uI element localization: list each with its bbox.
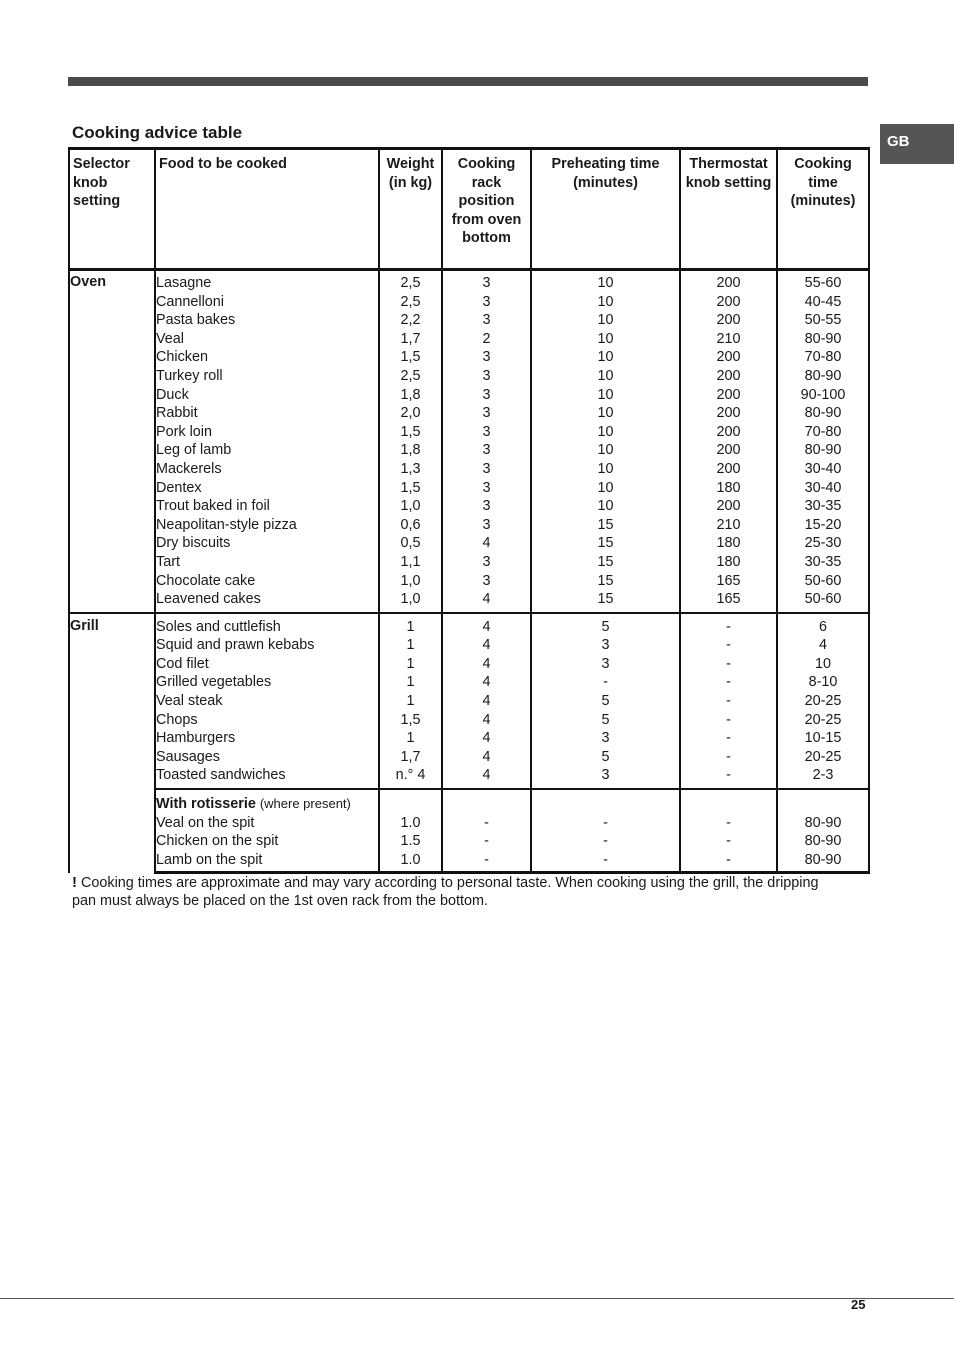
- thermo-value: -: [726, 748, 731, 765]
- rack-value: 3: [482, 479, 491, 496]
- weight-value: 1,5: [400, 423, 421, 440]
- time-value: 70-80: [804, 349, 842, 366]
- food-cell: [155, 613, 379, 789]
- thermo-value: 200: [716, 293, 741, 310]
- time-value: 30-35: [804, 553, 842, 570]
- preheat-value: 3: [601, 655, 610, 672]
- thermo-value: 200: [716, 405, 741, 422]
- thermo-value: -: [726, 767, 731, 784]
- selector-setting: Oven: [69, 270, 155, 613]
- thermo-value: -: [726, 833, 731, 850]
- food-value: Dentex: [156, 479, 202, 496]
- food-value: Veal on the spit: [156, 814, 255, 831]
- cooking-advice-table: [68, 147, 870, 874]
- rack-value: 4: [482, 693, 491, 710]
- rack-value: 3: [482, 460, 491, 477]
- thermo-value: -: [726, 618, 731, 635]
- rack-value: 3: [482, 516, 491, 533]
- header-food: Food to be cooked: [155, 149, 379, 270]
- time-value: 55-60: [804, 275, 842, 291]
- weight-value: 1: [406, 618, 415, 635]
- preheat-value: 15: [597, 535, 614, 552]
- weight-value: 0,6: [400, 516, 421, 533]
- weight-value: 1: [406, 674, 415, 691]
- weight-value: 1,5: [400, 711, 421, 728]
- header-row: [69, 149, 869, 270]
- preheat-value: 10: [597, 442, 614, 459]
- rack-value: 4: [482, 767, 491, 784]
- preheat-value: 10: [597, 367, 614, 384]
- rotisserie-note: (where present): [259, 796, 351, 812]
- thermo-value: 180: [716, 553, 741, 570]
- thermo-value: -: [726, 637, 731, 654]
- header-rack: Cooking rack position from oven bottom: [442, 149, 531, 270]
- weight-value: 1,5: [400, 479, 421, 496]
- time-value: 80-90: [804, 330, 842, 347]
- thermo-value: -: [726, 693, 731, 710]
- rack-value: -: [484, 814, 489, 831]
- weight-value: 1: [406, 655, 415, 672]
- preheat-cell: [531, 270, 680, 613]
- weight-value: 1,0: [400, 591, 421, 608]
- time-value: 8-10: [808, 674, 838, 691]
- food-value: Veal steak: [156, 693, 223, 710]
- food-cell: [155, 789, 379, 873]
- food-value: Lamb on the spit: [156, 851, 263, 868]
- rotisserie-heading: With rotisserie: [156, 796, 256, 813]
- weight-value: 1.0: [400, 814, 421, 831]
- rack-cell: [442, 789, 531, 873]
- header-thermostat: Thermostat knob setting: [680, 149, 777, 270]
- time-value: 30-35: [804, 498, 842, 515]
- preheat-value: 15: [597, 553, 614, 570]
- food-value: Veal: [156, 330, 185, 347]
- food-value: Sausages: [156, 748, 221, 765]
- food-value: Squid and prawn kebabs: [156, 637, 315, 654]
- time-value: 80-90: [804, 442, 842, 459]
- weight-value: 1,0: [400, 572, 421, 589]
- food-value: Cod filet: [156, 655, 209, 672]
- weight-value: 1,3: [400, 460, 421, 477]
- food-value: Turkey roll: [156, 367, 223, 384]
- preheat-value: 3: [601, 730, 610, 747]
- cooking-time-cell: [777, 789, 869, 873]
- weight-value: 1,0: [400, 498, 421, 515]
- thermo-value: 200: [716, 386, 741, 403]
- weight-value: 1.0: [400, 851, 421, 868]
- food-value: Leavened cakes: [156, 591, 261, 608]
- rack-value: -: [484, 833, 489, 850]
- time-value: 10-15: [804, 730, 842, 747]
- section-row-oven: [69, 270, 869, 613]
- time-value: 80-90: [804, 814, 842, 831]
- thermo-value: -: [726, 851, 731, 868]
- preheat-value: 5: [601, 618, 610, 635]
- rack-value: 3: [482, 275, 491, 291]
- food-value: Mackerels: [156, 460, 222, 477]
- thermostat-cell: [680, 789, 777, 873]
- footnote: [72, 874, 832, 910]
- preheat-value: 15: [597, 516, 614, 533]
- time-value: 15-20: [804, 516, 842, 533]
- preheat-value: -: [603, 833, 608, 850]
- thermostat-cell: [680, 270, 777, 613]
- rack-value: 4: [482, 637, 491, 654]
- thermo-value: 200: [716, 367, 741, 384]
- food-value: Dry biscuits: [156, 535, 231, 552]
- weight-value: 1: [406, 730, 415, 747]
- preheat-value: -: [603, 851, 608, 868]
- rack-value: 2: [482, 330, 491, 347]
- preheat-cell: [531, 789, 680, 873]
- weight-value: 2,5: [400, 293, 421, 310]
- footnote-text: Cooking times are approximate and may vary according to personal taste. When cooking using the grill, the dripping pan must always be placed on the 1st oven rack from the bottom.: [72, 875, 819, 909]
- thermo-value: 210: [716, 516, 741, 533]
- thermo-value: 200: [716, 442, 741, 459]
- warning-mark: !: [72, 874, 77, 891]
- header-selector: Selector knob setting: [69, 149, 155, 270]
- thermo-value: -: [726, 711, 731, 728]
- weight-value: 2,2: [400, 312, 421, 329]
- preheat-value: 10: [597, 293, 614, 310]
- weight-value: 1,8: [400, 386, 421, 403]
- preheat-value: 10: [597, 423, 614, 440]
- thermo-value: 210: [716, 330, 741, 347]
- time-value: 90-100: [800, 386, 846, 403]
- page-number: 25: [851, 1297, 866, 1312]
- preheat-value: 10: [597, 275, 614, 291]
- rotisserie-row: [69, 789, 869, 873]
- preheat-value: 10: [597, 479, 614, 496]
- time-value: 80-90: [804, 833, 842, 850]
- section-row-grill: [69, 613, 869, 789]
- time-value: 20-25: [804, 711, 842, 728]
- time-value: 20-25: [804, 693, 842, 710]
- thermo-value: 200: [716, 275, 741, 291]
- rack-value: 3: [482, 386, 491, 403]
- rack-value: 4: [482, 535, 491, 552]
- time-value: 4: [818, 637, 827, 654]
- preheat-value: -: [603, 674, 608, 691]
- preheat-value: 5: [601, 748, 610, 765]
- selector-setting: Grill: [69, 613, 155, 873]
- weight-value: 2,5: [400, 275, 421, 291]
- preheat-value: 10: [597, 349, 614, 366]
- rack-cell: [442, 613, 531, 789]
- time-value: 25-30: [804, 535, 842, 552]
- thermo-value: -: [726, 814, 731, 831]
- preheat-value: 3: [601, 767, 610, 784]
- rack-value: 4: [482, 655, 491, 672]
- thermo-value: 180: [716, 535, 741, 552]
- food-value: Soles and cuttlefish: [156, 618, 281, 635]
- food-value: Leg of lamb: [156, 442, 232, 459]
- weight-value: 1,7: [400, 330, 421, 347]
- food-value: Chicken on the spit: [156, 833, 279, 850]
- thermo-value: -: [726, 655, 731, 672]
- weight-value: 0,5: [400, 535, 421, 552]
- food-value: Chicken: [156, 349, 208, 366]
- weight-cell: [379, 270, 442, 613]
- time-value: 40-45: [804, 293, 842, 310]
- page-title: Cooking advice table: [72, 123, 243, 142]
- food-value: Chops: [156, 711, 198, 728]
- food-value: Grilled vegetables: [156, 674, 272, 691]
- preheat-value: 3: [601, 637, 610, 654]
- preheat-value: 5: [601, 711, 610, 728]
- preheat-value: 15: [597, 572, 614, 589]
- food-value: Neapolitan-style pizza: [156, 516, 297, 533]
- time-value: 50-60: [804, 572, 842, 589]
- time-value: 50-55: [804, 312, 842, 329]
- rack-value: 4: [482, 674, 491, 691]
- preheat-cell: [531, 613, 680, 789]
- thermo-value: 200: [716, 460, 741, 477]
- preheat-value: 10: [597, 498, 614, 515]
- time-value: 20-25: [804, 748, 842, 765]
- cooking-time-cell: [777, 613, 869, 789]
- language-tab: GB: [880, 124, 954, 164]
- rack-value: 3: [482, 405, 491, 422]
- header-weight: Weight (in kg): [379, 149, 442, 270]
- time-value: 80-90: [804, 851, 842, 868]
- header-time: Cooking time (minutes): [777, 149, 869, 270]
- food-value: Lasagne: [156, 275, 212, 291]
- weight-cell: [379, 789, 442, 873]
- preheat-value: 10: [597, 405, 614, 422]
- top-rule: [68, 77, 868, 86]
- preheat-value: 10: [597, 386, 614, 403]
- weight-value: n.° 4: [395, 767, 426, 784]
- preheat-value: 10: [597, 312, 614, 329]
- cooking-time-cell: [777, 270, 869, 613]
- time-value: 50-60: [804, 591, 842, 608]
- rack-value: 3: [482, 553, 491, 570]
- preheat-value: -: [603, 814, 608, 831]
- weight-value: 1,1: [400, 553, 421, 570]
- thermo-value: 200: [716, 312, 741, 329]
- thermo-value: 200: [716, 498, 741, 515]
- rack-value: 3: [482, 498, 491, 515]
- food-value: Cannelloni: [156, 293, 225, 310]
- rack-cell: [442, 270, 531, 613]
- weight-value: 1,5: [400, 349, 421, 366]
- weight-value: 1: [406, 637, 415, 654]
- rack-value: 3: [482, 572, 491, 589]
- food-value: Pasta bakes: [156, 312, 236, 329]
- food-value: Toasted sandwiches: [156, 767, 286, 784]
- rack-value: 3: [482, 367, 491, 384]
- rack-value: -: [484, 851, 489, 868]
- weight-value: 1,8: [400, 442, 421, 459]
- food-value: Tart: [156, 553, 180, 570]
- thermo-value: 200: [716, 349, 741, 366]
- bottom-rule: [0, 1298, 954, 1299]
- food-value: Rabbit: [156, 405, 198, 422]
- time-value: 30-40: [804, 460, 842, 477]
- time-value: 6: [818, 618, 827, 635]
- food-value: Duck: [156, 386, 189, 403]
- thermo-value: 165: [716, 591, 741, 608]
- thermo-value: -: [726, 730, 731, 747]
- rack-value: 3: [482, 423, 491, 440]
- rack-value: 4: [482, 618, 491, 635]
- rack-value: 3: [482, 349, 491, 366]
- header-preheat: Preheating time (minutes): [531, 149, 680, 270]
- preheat-value: 15: [597, 591, 614, 608]
- time-value: 30-40: [804, 479, 842, 496]
- thermo-value: -: [726, 674, 731, 691]
- weight-cell: [379, 613, 442, 789]
- weight-value: 2,5: [400, 367, 421, 384]
- food-value: Hamburgers: [156, 730, 236, 747]
- time-value: 10: [814, 655, 831, 672]
- rack-value: 3: [482, 442, 491, 459]
- time-value: 70-80: [804, 423, 842, 440]
- rack-value: 4: [482, 711, 491, 728]
- rack-value: 3: [482, 312, 491, 329]
- weight-value: 1.5: [400, 833, 421, 850]
- food-value: Pork loin: [156, 423, 212, 440]
- thermo-value: 165: [716, 572, 741, 589]
- thermostat-cell: [680, 613, 777, 789]
- time-value: 80-90: [804, 367, 842, 384]
- rack-value: 4: [482, 591, 491, 608]
- preheat-value: 10: [597, 460, 614, 477]
- rack-value: 3: [482, 293, 491, 310]
- food-value: Trout baked in foil: [156, 498, 270, 515]
- weight-value: 2,0: [400, 405, 421, 422]
- time-value: 80-90: [804, 405, 842, 422]
- thermo-value: 200: [716, 423, 741, 440]
- weight-value: 1: [406, 693, 415, 710]
- thermo-value: 180: [716, 479, 741, 496]
- rack-value: 4: [482, 748, 491, 765]
- preheat-value: 5: [601, 693, 610, 710]
- weight-value: 1,7: [400, 748, 421, 765]
- time-value: 2-3: [812, 767, 834, 784]
- rack-value: 4: [482, 730, 491, 747]
- food-value: Chocolate cake: [156, 572, 256, 589]
- food-cell: [155, 270, 379, 613]
- preheat-value: 10: [597, 330, 614, 347]
